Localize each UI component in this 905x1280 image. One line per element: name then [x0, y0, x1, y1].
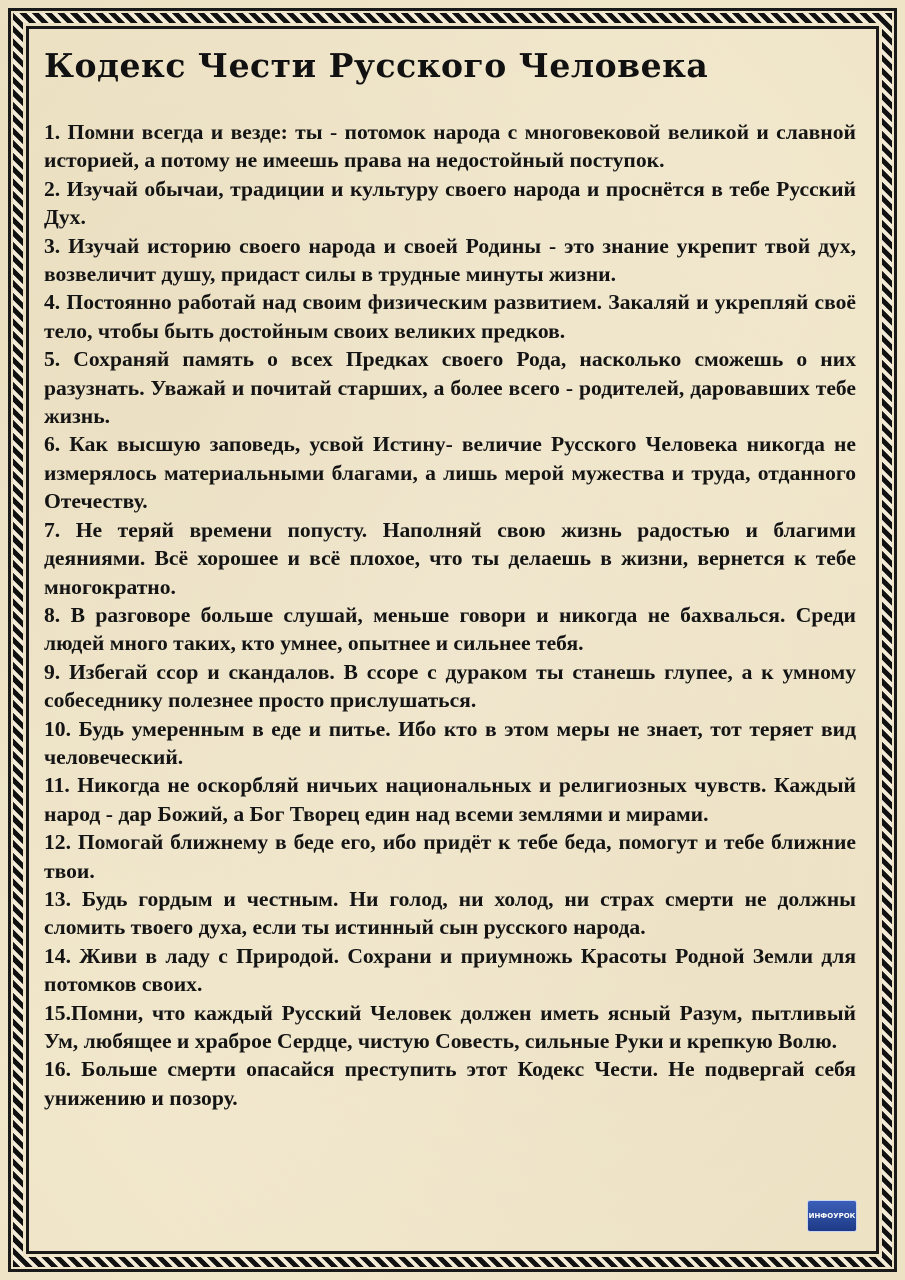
rule-item: 3. Изучай историю своего народа и своей Родины - это знание укрепит твой дух, возвеличит душу, придаст силы в трудные минуты жизни. — [44, 233, 856, 287]
infourok-logo — [807, 1200, 857, 1232]
rule-item: 5. Сохраняй память о всех Предках своего Рода, насколько сможешь о них разузнать. Уважай и почитай старших, а более всего - родителей, даровавших тебе жизнь. — [44, 347, 856, 429]
rule-item: 16. Больше смерти опасайся преступить этот Кодекс Чести. Не подвергай себя унижению и позору. — [44, 1057, 856, 1110]
rule-item: 1. Помни всегда и везде: ты - потомок народа с многовековой великой и славной историей, а потому не имеешь права на недостойный поступок. — [44, 120, 856, 173]
rule-item: 2. Изучай обычаи, традиции и культуру своего народа и проснётся в тебе Русский Дух. — [44, 176, 856, 230]
rule-item: 9. Избегай ссор и скандалов. В ссоре с дураком ты станешь глупее, а к умному собеседнику полезнее просто прислушаться. — [44, 659, 856, 713]
rule-item: 4. Постоянно работай над своим физическим развитием. Закаляй и укрепляй своё тело, чтобы быть достойным своих великих предков. — [44, 290, 856, 343]
rule-item: 8. В разговоре больше слушай, меньше говори и никогда не бахвалься. Среди людей много таких, кто умнее, опытнее и сильнее тебя. — [44, 602, 856, 656]
logo-text: ИНФОУРОК — [808, 1212, 856, 1220]
rule-item: 10. Будь умеренным в еде и питье. Ибо кто в этом меры не знает, тот теряет вид человеческий. — [44, 716, 856, 769]
rule-item: 12. Помогай ближнему в беде его, ибо придёт к тебе беда, помогут и тебе ближние твои. — [44, 830, 856, 883]
rule-item: 15.Помни, что каждый Русский Человек должен иметь ясный Разум, пытливый Ум, любящее и храброе Сердце, чистую Совесть, сильные Руки и крепкую Волю. — [44, 1000, 856, 1053]
rule-item: 11. Никогда не оскорбляй ничьих национальных и религиозных чувств. Каждый народ - дар Божий, а Бог Творец един над всеми землями и мирами. — [44, 773, 856, 826]
page-title: Кодекс Чести Русского Человека — [44, 46, 709, 85]
rule-item: 6. Как высшую заповедь, усвой Истину- величие Русского Человека никогда не измерялось материальными благами, а лишь мерой мужества и труда, отданного Отечеству. — [44, 432, 856, 514]
rules-list — [44, 118, 856, 1112]
rule-item: 14. Живи в ладу с Природой. Сохрани и приумножь Красоты Родной Земли для потомков своих. — [44, 943, 856, 997]
rule-item: 13. Будь гордым и честным. Ни голод, ни холод, ни страх смерти не должны сломить твоего духа, если ты истинный сын русского народа. — [44, 886, 856, 940]
rule-item: 7. Не теряй времени попусту. Наполняй свою жизнь радостью и благими деяниями. Всё хорошее и всё плохое, что ты делаешь в жизни, вернется к тебе многократно. — [44, 517, 856, 599]
